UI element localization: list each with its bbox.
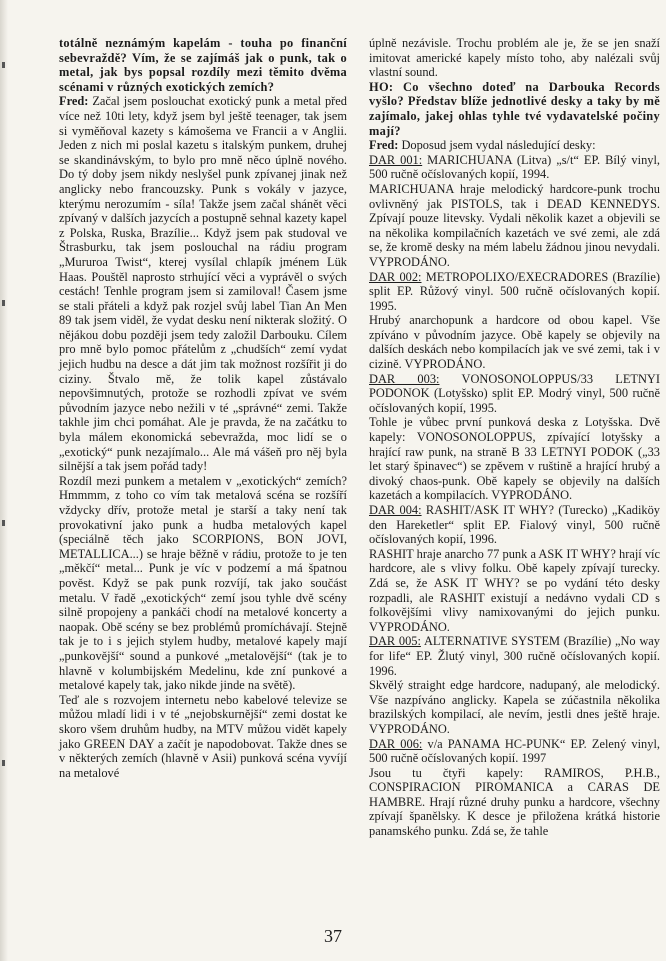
answer-paragraph: úplně nezávisle. Trochu problém ale je, že se jen snaží imitovat americké kapely místo toho, aby nalézali svůj vlastní sound.: [369, 36, 660, 80]
answer-text: Doposud jsem vydal následující desky:: [398, 138, 596, 153]
answer-text: Začal jsem poslouchat exotický punk a metal před více než 10ti lety, když jsem byl ještě teenager, tak jsem si vyměňoval kazety s kámošema ve Francii a v Anglii. Jeden z nich mi poslal kazetu s italským punkem, druhej se skandinávským, to bylo pro mně něco úplně nového. Do tý doby jsem nikdy neslyšel punk zpívanej jinak než anglicky nebo francouzsky. Punk s vokály v jazyce, kterýmu nerozumím - síla! Takže jsem začal shánět věci zpívaný v dalších jazycích a postupně sehnal kazety kapel z Polska, Ruska, Brazílie... Když jsem pak studoval ve Štrasburku, tak jsem poslouchal na rádiu program „Mururoa Twist“, kterej vysílal chlapík jménem Lük Haas. Pouštěl naprosto strhující věci a vyprávěl o svých cestách! Tenhle program jsem si zamiloval! Časem jsme se stali přáteli a když pak rozjel svůj label Tian An Men 89 tak jsem viděl, že vydat desku není nikterak složitý. O nějákou dobu později jsem tedy založil Darbouku. Cílem pro mně bylo pomoc přátelům z „chudších“ zemí vydat jejich hudbu na desce a dát jim tak možnost rozšířit ji do ciziny. Štvalo mě, že tolik kapel zůstávalo nepovšimnutých, protože se rozhodli zpívat ve svém původním jazyce nebo nežili v té „správné“ zemi. Takže takhle jim chci pomáhat. Ale je pravda, že na začátku to byla málem ekonomická sebevražda, moc lidí se o „exotický“ punk nezajímalo... Ale má vášeň pro něj byla silnější a tak jsem pořád tady!: [59, 94, 347, 474]
interview-answer: [369, 138, 660, 153]
binding-mark: [2, 760, 5, 766]
interview-question: HO: Co všechno doteď na Darbouka Records vyšlo? Představ blíže jednotlivé desky a taky by mě zajímalo, jakej ohlas tyhle tvé vydavatelské počiny mají?: [369, 79, 660, 138]
left-column: [59, 36, 347, 780]
release-description: Skvělý straight edge hardcore, nadupaný, ale melodický. Vše nazpíváno anglicky. Kapela se zúčastnila několika brazilských kompilací, ale nevím, jestli dnes ještě hraje. VYPRODÁNO.: [369, 678, 660, 736]
release-description: Tohle je vůbec první punková deska z Lotyšska. Dvě kapely: VONOSONOLOPPUS, zpívající lotyšsky a hrající raw punk, na straně B 33 LETNYI PODOK („33 let starý špinavec“) se zpěvem v ruštině a hrající hrubý a divoký chaos-punk. Obě kapely se objevily na dalších kazetách a kompilacích. VYPRODÁNO.: [369, 415, 660, 503]
interview-answer: [59, 94, 347, 473]
release-description: RASHIT hraje anarcho 77 punk a ASK IT WHY? hrají víc hardcore, ale s vlivy folku. Obě kapely zpívají turecky. Zdá se, že ASK IT WHY? se po vydání této desky rozpadli, ale RASHIT existují a nedávno vydali CD s folkovějšími vlivy namixovanými do jejich punku. VYPRODÁNO.: [369, 546, 660, 634]
release-code: DAR 003:: [369, 371, 440, 386]
release-info: METROPOLIXO/EXECRADORES (Brazílie) split EP. Růžový vinyl. 500 ručně očíslovaných kopií. 1995.: [369, 269, 660, 313]
right-column: [369, 36, 660, 839]
answer-paragraph: Teď ale s rozvojem internetu nebo kabelové televize se můžou mladí lidi i v té „nejobskurnější“ zemi dostat ke skoro všem druhům hudby, na MTV můžou vidět kapely jako GREEN DAY a začít je napodobovat. Takže dnes se v některých zemích (hlavně v Asii) punková scéna vyvíjí na metalové: [59, 692, 347, 780]
page-number: 37: [324, 926, 342, 946]
release-description: MARICHUANA hraje melodický hardcore-punk trochu ovlivněný jak PISTOLS, tak i DEAD KENNEDYS. Zpívají pouze litevsky. Vydali několik kazet a objevili se na několika kompilačních kazetách ve své zemi, ale zdá se, že kromě desky na mém labelu žádnou jinou nevydali. VYPRODÁNO.: [369, 181, 660, 269]
release-entry: [369, 634, 660, 678]
release-entry: [369, 153, 660, 182]
release-code: DAR 005:: [369, 634, 421, 649]
release-entry: [369, 503, 660, 547]
release-description: Hrubý anarchopunk a hardcore od obou kapel. Vše zpíváno v původním jazyce. Obě kapely se objevily na dalších deskách nebo kompilacích jak ve své zemi, tak i v cizině. VYPRODÁNO.: [369, 313, 660, 372]
binding-mark: [2, 300, 5, 306]
release-info: v/a PANAMA HC-PUNK“ EP. Zelený vinyl, 500 ručně očíslovaných kopií. 1997: [369, 736, 660, 766]
release-entry: [369, 372, 660, 416]
binding-mark: [2, 520, 5, 526]
page-binding-edge: [0, 0, 8, 961]
release-code: DAR 004:: [369, 503, 422, 517]
release-entry: [369, 737, 660, 766]
speaker-label: Fred:: [369, 138, 399, 153]
answer-paragraph: Rozdíl mezi punkem a metalem v „exotických“ zemích? Hmmmm, z toho co vím tak metalová scéna se rozšíří vždycky dřív, protože metal je starší a taky není tak provokativní jako punk a hudba metalových kapel (speciálně těch jako SCORPIONS, BON JOVI, METALLICA...) se hraje běžně v rádiu, protože to je ten „měkčí“ metal... Punk je víc v podzemí a má špatnou pověst. Když se pak punk rozvíjí, tak jako součást metalu. V řadě „exotických“ zemí jsou tyhle dvě scény silně propojeny a pankáči chodí na metalové koncerty a naopak. Obě scény se bez problémů promíchávají. Stejně tak je to i s jejich stylem hudby, metalové kapely mají „punkovější“ sound a punkové „metalovější“ (tak je to hlavně v kolumbijském Medelinu, kde zní punkové a metalové kapely tak, jako nikde jinde na světě).: [59, 473, 347, 693]
release-entry: [369, 270, 660, 314]
release-info: MARICHUANA (Litva) „s/t“ EP. Bílý vinyl, 500 ručně očíslovaných kopií, 1994.: [369, 152, 660, 182]
release-description: Jsou tu čtyři kapely: RAMIROS, P.H.B., CONSPIRACION PIROMANICA a CARAS DE HAMBRE. Hrají různé druhy punku a hardcore, všechny zpívají španělsky. K desce je přiložena krátká historie panamského punku. Zdá se, že tahle: [369, 765, 660, 839]
interview-question: totálně neznámým kapelám - touha po finanční sebevraždě? Vím, že se zajímáš jak o punk, tak o metal, jak bys popsal rozdíly mezi těmito dvěma scénami v různých exotických zemích?: [59, 36, 347, 94]
release-code: DAR 002:: [369, 269, 422, 284]
speaker-label: Fred:: [59, 94, 89, 109]
binding-mark: [2, 62, 5, 68]
release-code: DAR 006:: [369, 736, 423, 751]
release-info: RASHIT/ASK IT WHY? (Turecko) „Kadiköy den Hareketler“ split EP. Fialový vinyl, 500 ručně očíslovaných kopií, 1996.: [369, 503, 660, 547]
release-info: ALTERNATIVE SYSTEM (Brazílie) „No way for life“ EP. Žlutý vinyl, 300 ručně očíslovaných kopií. 1996.: [369, 634, 660, 678]
release-code: DAR 001:: [369, 152, 423, 167]
release-info: VONOSONOLOPPUS/33 LETNYI PODONOK (Lotyšsko) split EP. Modrý vinyl, 500 ručně očíslovaných kopií, 1995.: [369, 371, 661, 415]
